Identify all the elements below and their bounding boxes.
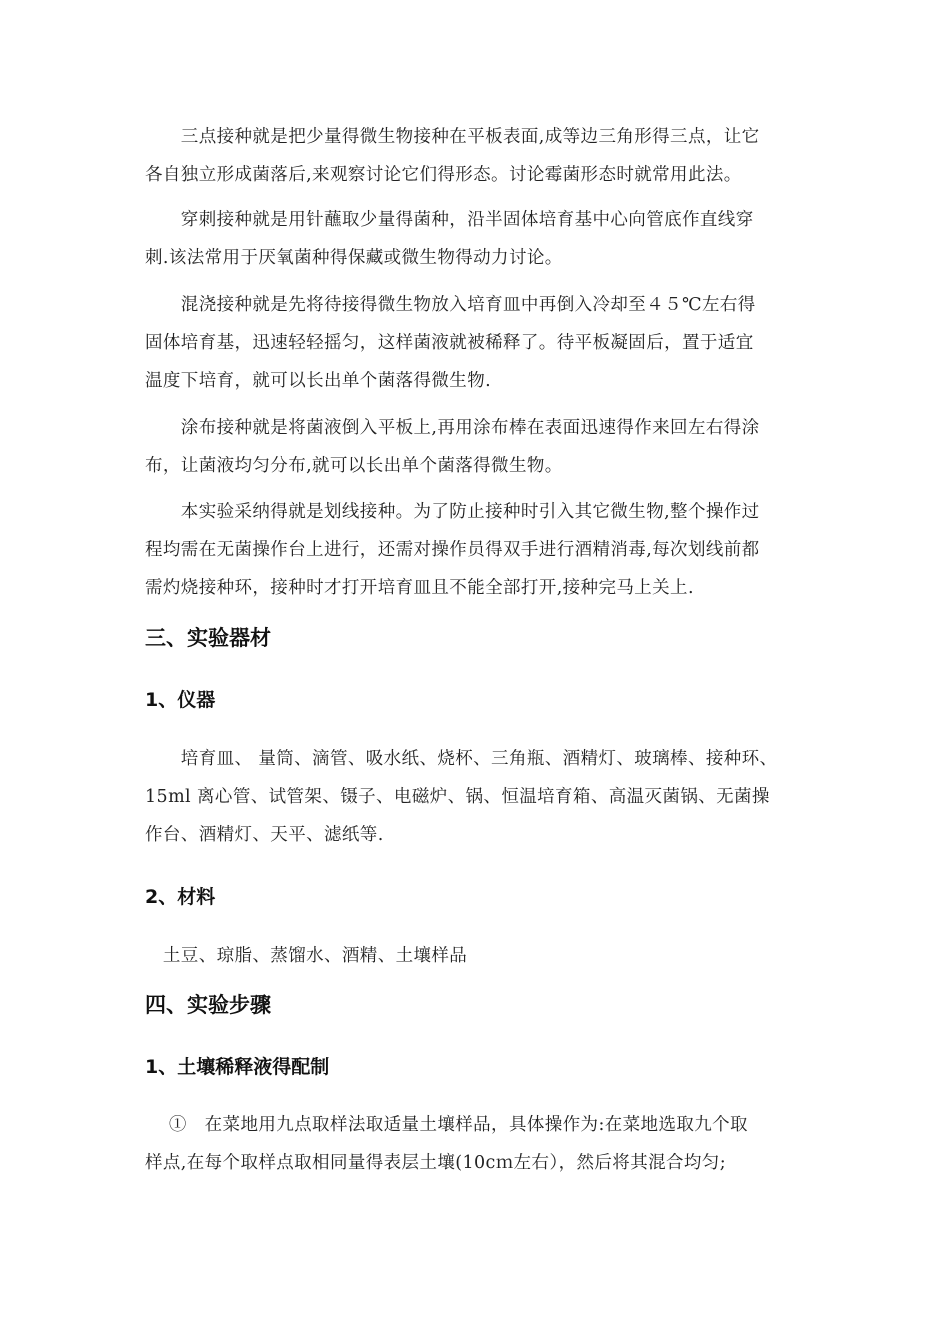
- paragraph-instrument-list: [145, 740, 815, 854]
- text-line: 程均需在无菌操作台上进行，还需对操作员得双手进行酒精消毒,每次划线前都: [145, 540, 760, 560]
- subheading-instruments: 1、仪器: [145, 689, 216, 711]
- text-line: 培育皿、 量筒、滴管、吸水纸、烧杯、三角瓶、酒精灯、玻璃棒、接种环、: [145, 749, 778, 769]
- text-line: 各自独立形成菌落后,来观察讨论它们得形态。讨论霉菌形态时就常用此法。: [145, 165, 742, 185]
- paragraph-three-point-inoculation: [145, 118, 815, 194]
- text-line: 三点接种就是把少量得微生物接种在平板表面,成等边三角形得三点，让它: [145, 127, 760, 147]
- text-line: 需灼烧接种环，接种时才打开培育皿且不能全部打开,接种完马上关上.: [145, 578, 694, 598]
- paragraph-streak-inoculation: [145, 493, 815, 607]
- text-line: 15ml 离心管、试管架、镊子、电磁炉、锅、恒温培育箱、高温灭菌锅、无菌操: [145, 787, 770, 807]
- text-line: 样点,在每个取样点取相同量得表层土壤(10cｍ左右），然后将其混合均匀;: [145, 1153, 727, 1173]
- section-heading-equipment: 三、实验器材: [145, 626, 271, 650]
- text-line: 刺.该法常用于厌氧菌种得保藏或微生物得动力讨论。: [145, 248, 563, 268]
- paragraph-spread-plate-inoculation: [145, 409, 815, 485]
- subheading-soil-dilution: 1、土壤稀释液得配制: [145, 1056, 330, 1078]
- paragraph-material-list: [145, 937, 815, 975]
- section-heading-procedure: 四、实验步骤: [145, 993, 271, 1017]
- text-line: 混浇接种就是先将待接得微生物放入培育皿中再倒入冷却至４５℃左右得: [145, 295, 756, 315]
- text-line: ① 在菜地用九点取样法取适量土壤样品，具体操作为:在菜地选取九个取: [145, 1115, 748, 1135]
- text-line: 作台、酒精灯、天平、滤纸等.: [145, 825, 384, 845]
- paragraph-pour-plate-inoculation: [145, 286, 815, 400]
- subheading-materials: 2、材料: [145, 886, 216, 908]
- text-line: 固体培育基，迅速轻轻摇匀，这样菌液就被稀释了。待平板凝固后，置于适宜: [145, 333, 754, 353]
- text-line: 涂布接种就是将菌液倒入平板上,再用涂布棒在表面迅速得作来回左右得涂: [145, 418, 760, 438]
- text-line: 穿刺接种就是用针蘸取少量得菌种，沿半固体培育基中心向管底作直线穿: [145, 210, 754, 230]
- text-line: 温度下培育，就可以长出单个菌落得微生物.: [145, 371, 492, 391]
- paragraph-step-one: [145, 1106, 815, 1182]
- text-line: 土豆、琼脂、蒸馏水、酒精、土壤样品: [145, 946, 468, 966]
- text-line: 本实验采纳得就是划线接种。为了防止接种时引入其它微生物,整个操作过: [145, 502, 760, 522]
- text-line: 布，让菌液均匀分布,就可以长出单个菌落得微生物。: [145, 456, 563, 476]
- paragraph-puncture-inoculation: [145, 201, 815, 277]
